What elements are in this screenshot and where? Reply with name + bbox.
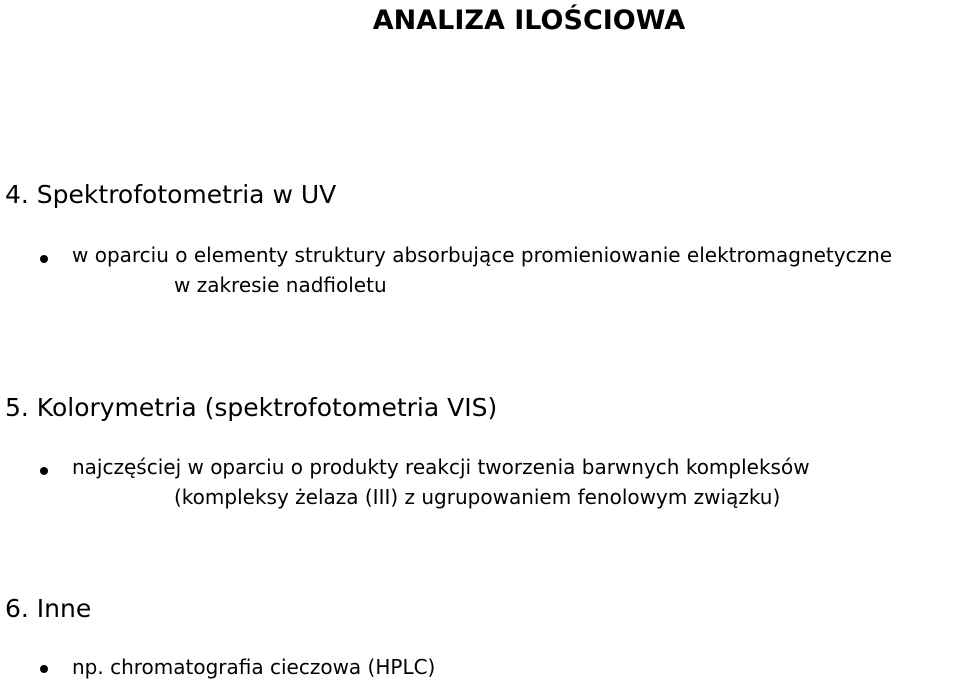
bullet-line-2: (kompleksy żelaza (III) z ugrupowaniem fenolowym związku) — [174, 485, 781, 509]
bullet-text-uv — [72, 240, 892, 300]
bullet-line-1: najczęściej w oparciu o produkty reakcji tworzenia barwnych kompleksów — [72, 455, 810, 479]
section-heading-other: 6. Inne — [5, 594, 92, 623]
bullet-icon — [40, 665, 48, 673]
bullet-text-other: np. chromatografia cieczowa (HPLC) — [72, 655, 436, 679]
bullet-line-1: w oparciu o elementy struktury absorbujące promieniowanie elektromagnetyczne — [72, 243, 893, 267]
bullet-text-vis — [72, 452, 810, 512]
bullet-icon — [40, 255, 48, 263]
page-title: ANALIZA ILOŚCIOWA — [372, 5, 686, 36]
section-heading-uv: 4. Spektrofotometria w UV — [5, 180, 337, 209]
bullet-line-2: w zakresie nadfioletu — [174, 273, 387, 297]
bullet-icon — [40, 467, 48, 475]
section-heading-vis: 5. Kolorymetria (spektrofotometria VIS) — [5, 393, 498, 422]
